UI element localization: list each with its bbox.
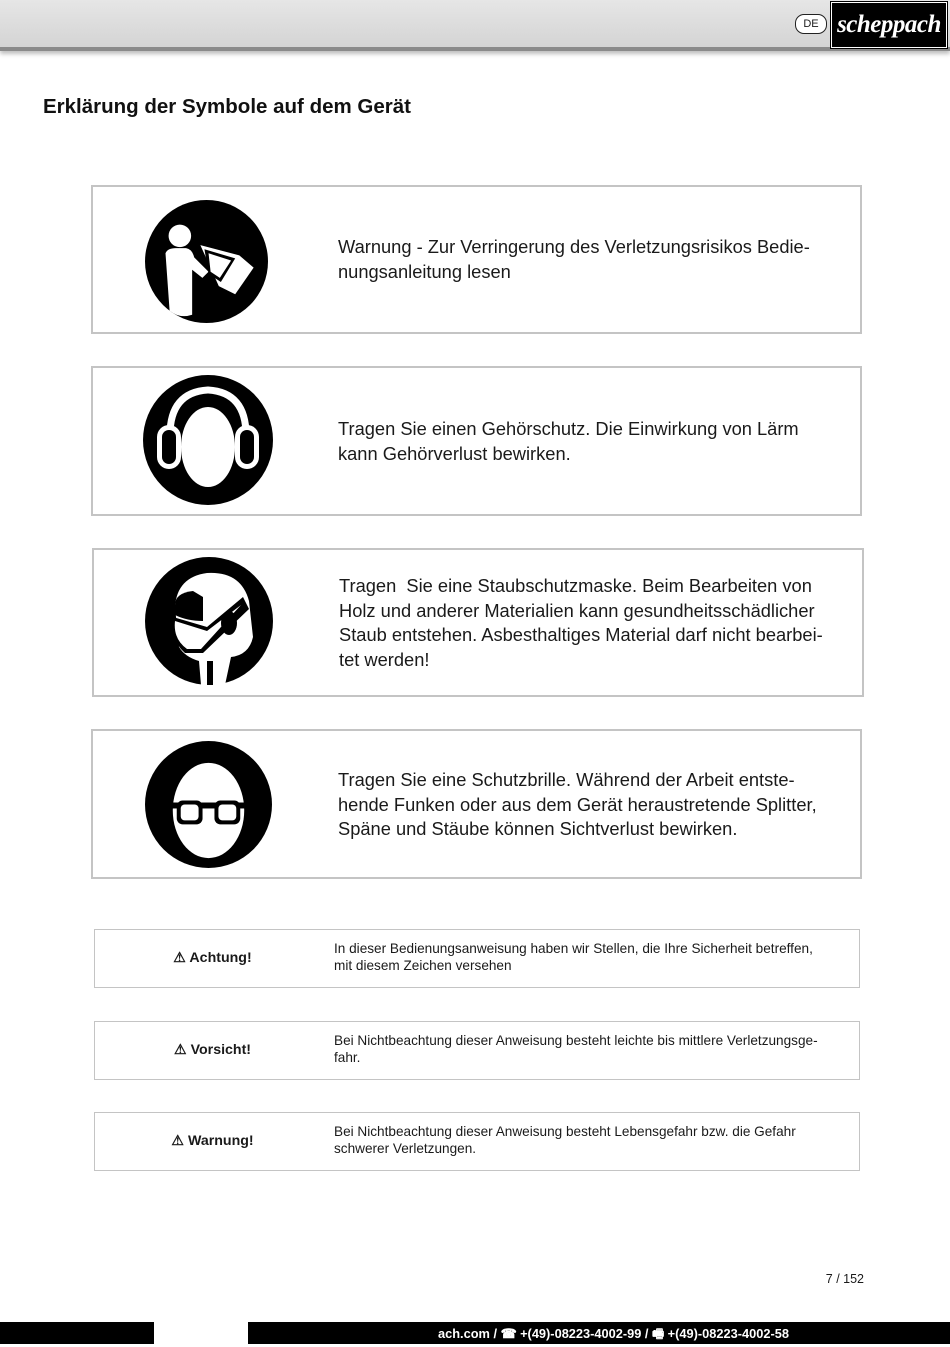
hearing-protection-icon (143, 375, 273, 505)
language-badge: DE (795, 14, 827, 34)
hint-box-vorsicht (94, 1021, 860, 1080)
symbol-description: Tragen Sie eine Staubschutzmaske. Beim Bearbeiten von Holz und anderer Materialien kann gesundheitsschädlicher Staub entstehen. Asbesthaltiges Material darf nicht bearbei- tet werden! (339, 575, 823, 670)
page-number: 7 / 152 (825, 1272, 864, 1286)
symbol-description: Warnung - Zur Verringerung des Verletzungsrisikos Bedie- nungsanleitung lesen (338, 236, 810, 282)
symbol-box-dust-mask (92, 548, 864, 697)
symbol-box-read-manual (91, 185, 862, 334)
symbol-description: Tragen Sie einen Gehörschutz. Die Einwirkung von Lärm kann Gehörverlust bewirken. (338, 418, 799, 464)
symbol-box-safety-goggles (91, 729, 862, 879)
hint-text: Bei Nichtbeachtung dieser Anweisung besteht leichte bis mittlere Verletzungsge- fahr. (334, 1033, 818, 1065)
page-title: Erklärung der Symbole auf dem Gerät (43, 95, 411, 118)
dust-mask-icon (145, 557, 273, 685)
hint-box-achtung (94, 929, 860, 988)
footer-bar (0, 1322, 950, 1344)
brand-logo: scheppach (831, 2, 947, 48)
hint-text: In dieser Bedienungsanweisung haben wir Stellen, die Ihre Sicherheit betreffen, mit diesem Zeichen versehen (334, 941, 813, 973)
footer-contact: ach.com / ☎ +(49)-08223-4002-99 / 🖷 +(49)-08223-4002-58 (438, 1326, 789, 1341)
hint-label: ⚠ Warnung! (171, 1133, 254, 1149)
safety-goggles-icon (145, 741, 272, 868)
hint-label: ⚠ Vorsicht! (173, 1042, 252, 1058)
footer-gap (154, 1322, 248, 1344)
symbol-box-hearing-protection (91, 366, 862, 516)
read-manual-icon (145, 200, 268, 323)
hint-label: ⚠ Achtung! (173, 950, 252, 966)
header-bar (0, 0, 950, 51)
hint-text: Bei Nichtbeachtung dieser Anweisung besteht Lebensgefahr bzw. die Gefahr schwerer Verletzungen. (334, 1124, 796, 1156)
symbol-description: Tragen Sie eine Schutzbrille. Während der Arbeit entste- hende Funken oder aus dem Gerät heraustretende Splitter, Späne und Stäube können Sichtverlust bewirken. (338, 769, 817, 839)
hint-box-warnung (94, 1112, 860, 1171)
